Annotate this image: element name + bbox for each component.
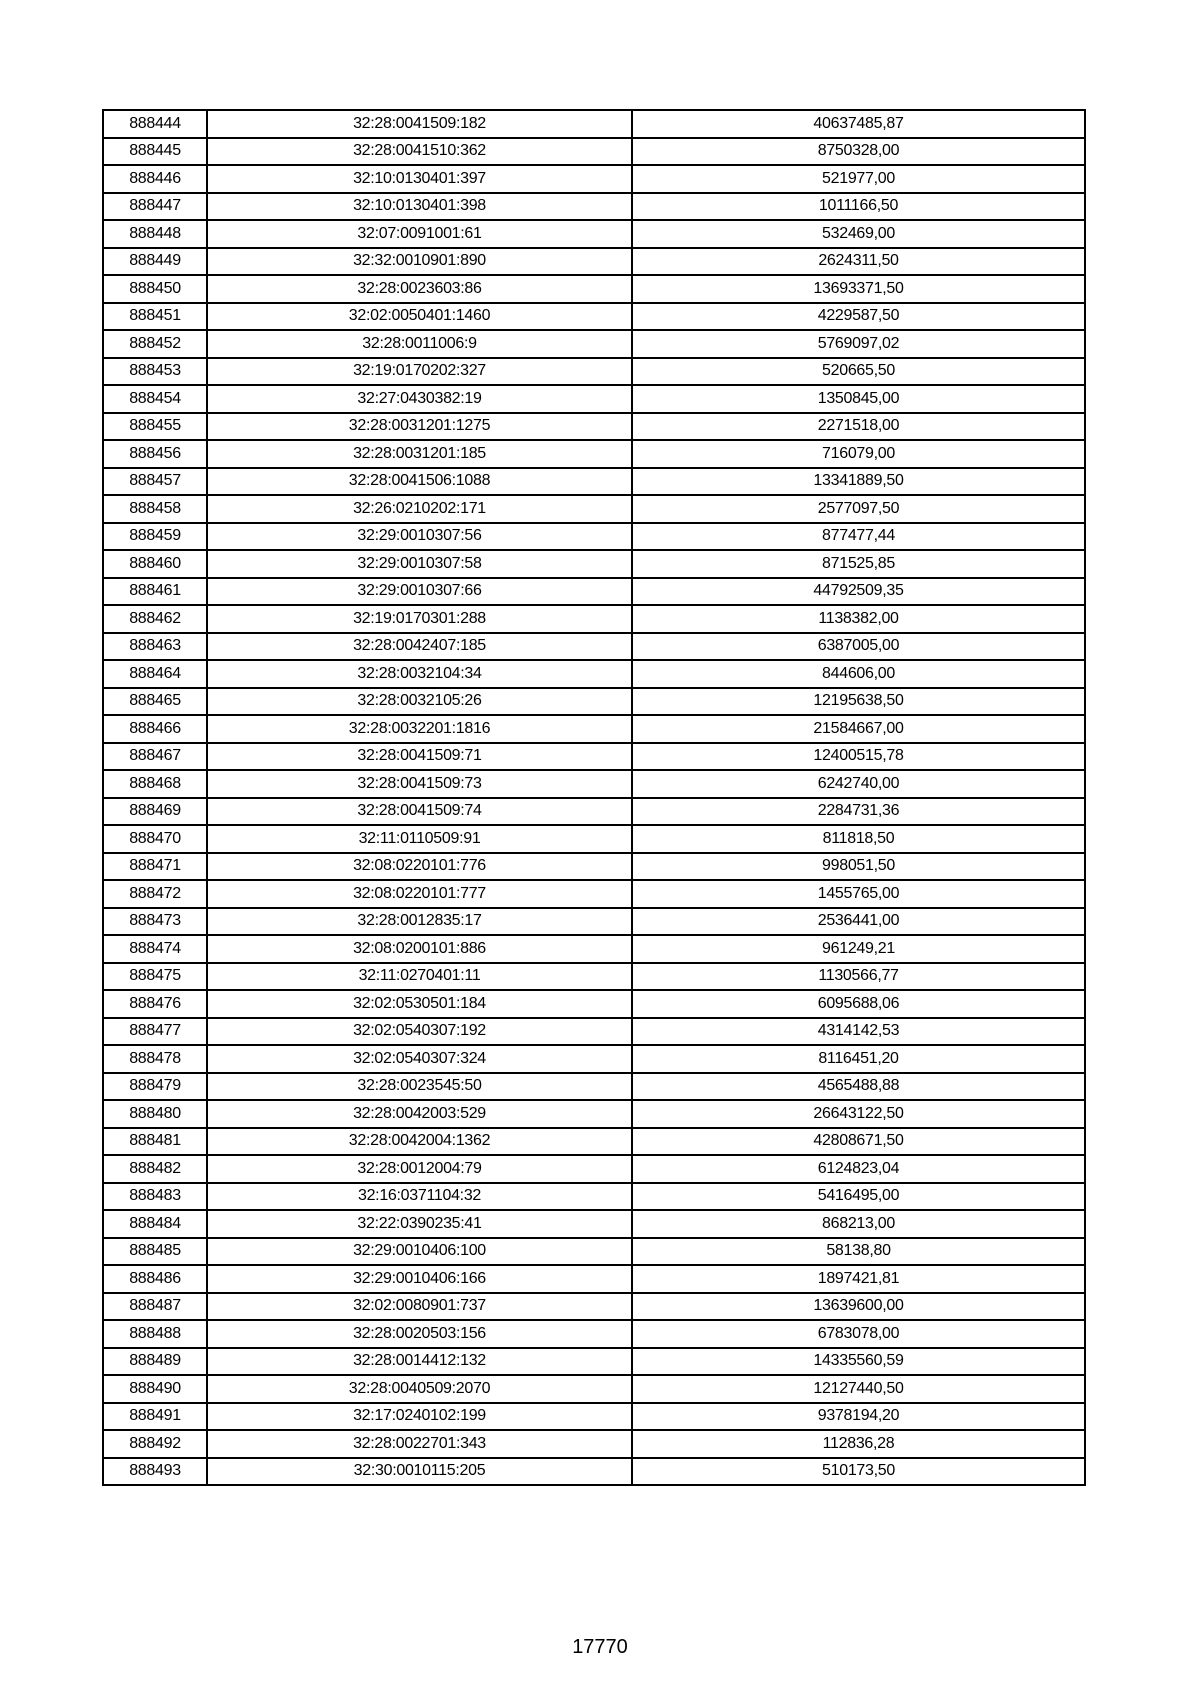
row-number-cell: 888459 [103, 523, 207, 551]
row-number-cell: 888492 [103, 1430, 207, 1458]
value-cell: 5769097,02 [632, 330, 1085, 358]
value-cell: 521977,00 [632, 165, 1085, 193]
value-cell: 58138,80 [632, 1238, 1085, 1266]
cadastral-number-cell: 32:28:0031201:185 [207, 440, 632, 468]
row-number-cell: 888456 [103, 440, 207, 468]
cadastral-number-cell: 32:28:0032201:1816 [207, 715, 632, 743]
table-row [103, 1073, 1085, 1101]
table-row [103, 715, 1085, 743]
row-number-cell: 888467 [103, 743, 207, 771]
row-number-cell: 888471 [103, 853, 207, 881]
cadastral-number-cell: 32:02:0080901:737 [207, 1293, 632, 1321]
table-row [103, 688, 1085, 716]
value-cell: 13693371,50 [632, 275, 1085, 303]
table-row [103, 413, 1085, 441]
row-number-cell: 888487 [103, 1293, 207, 1321]
cadastral-number-cell: 32:32:0010901:890 [207, 248, 632, 276]
table-row [103, 1265, 1085, 1293]
cadastral-number-cell: 32:28:0041509:74 [207, 798, 632, 826]
table-row [103, 1183, 1085, 1211]
table-row [103, 990, 1085, 1018]
table-row [103, 770, 1085, 798]
cadastral-number-cell: 32:28:0023545:50 [207, 1073, 632, 1101]
cadastral-number-cell: 32:28:0032105:26 [207, 688, 632, 716]
table-row [103, 908, 1085, 936]
value-cell: 26643122,50 [632, 1100, 1085, 1128]
value-cell: 520665,50 [632, 358, 1085, 386]
table-row [103, 743, 1085, 771]
table-row [103, 1210, 1085, 1238]
cadastral-number-cell: 32:02:0540307:192 [207, 1018, 632, 1046]
row-number-cell: 888458 [103, 495, 207, 523]
cadastral-number-cell: 32:28:0041509:71 [207, 743, 632, 771]
value-cell: 998051,50 [632, 853, 1085, 881]
row-number-cell: 888493 [103, 1458, 207, 1486]
value-cell: 6783078,00 [632, 1320, 1085, 1348]
value-cell: 4565488,88 [632, 1073, 1085, 1101]
row-number-cell: 888447 [103, 193, 207, 221]
row-number-cell: 888491 [103, 1403, 207, 1431]
value-cell: 1350845,00 [632, 385, 1085, 413]
row-number-cell: 888457 [103, 468, 207, 496]
table-row [103, 935, 1085, 963]
table-row [103, 1320, 1085, 1348]
row-number-cell: 888465 [103, 688, 207, 716]
value-cell: 6387005,00 [632, 633, 1085, 661]
table-row [103, 798, 1085, 826]
table-row [103, 1348, 1085, 1376]
row-number-cell: 888449 [103, 248, 207, 276]
cadastral-number-cell: 32:28:0011006:9 [207, 330, 632, 358]
table-row [103, 303, 1085, 331]
row-number-cell: 888450 [103, 275, 207, 303]
row-number-cell: 888462 [103, 605, 207, 633]
table-row [103, 220, 1085, 248]
row-number-cell: 888482 [103, 1155, 207, 1183]
row-number-cell: 888468 [103, 770, 207, 798]
row-number-cell: 888472 [103, 880, 207, 908]
cadastral-number-cell: 32:26:0210202:171 [207, 495, 632, 523]
value-cell: 8116451,20 [632, 1045, 1085, 1073]
value-cell: 2536441,00 [632, 908, 1085, 936]
cadastral-number-cell: 32:28:0041506:1088 [207, 468, 632, 496]
value-cell: 21584667,00 [632, 715, 1085, 743]
value-cell: 40637485,87 [632, 110, 1085, 138]
value-cell: 14335560,59 [632, 1348, 1085, 1376]
value-cell: 2271518,00 [632, 413, 1085, 441]
value-cell: 44792509,35 [632, 578, 1085, 606]
value-cell: 2624311,50 [632, 248, 1085, 276]
cadastral-number-cell: 32:02:0540307:324 [207, 1045, 632, 1073]
table-row [103, 1403, 1085, 1431]
value-cell: 877477,44 [632, 523, 1085, 551]
cadastral-number-cell: 32:28:0014412:132 [207, 1348, 632, 1376]
row-number-cell: 888483 [103, 1183, 207, 1211]
cadastral-number-cell: 32:19:0170202:327 [207, 358, 632, 386]
value-cell: 871525,85 [632, 550, 1085, 578]
page-number: 17770 [572, 1636, 628, 1658]
cadastral-number-cell: 32:29:0010307:58 [207, 550, 632, 578]
value-cell: 4314142,53 [632, 1018, 1085, 1046]
row-number-cell: 888451 [103, 303, 207, 331]
row-number-cell: 888452 [103, 330, 207, 358]
table-row [103, 880, 1085, 908]
cadastral-number-cell: 32:08:0200101:886 [207, 935, 632, 963]
value-cell: 13341889,50 [632, 468, 1085, 496]
table-row [103, 138, 1085, 166]
cadastral-number-cell: 32:22:0390235:41 [207, 1210, 632, 1238]
table-row [103, 1018, 1085, 1046]
cadastral-number-cell: 32:08:0220101:777 [207, 880, 632, 908]
row-number-cell: 888488 [103, 1320, 207, 1348]
value-cell: 6095688,06 [632, 990, 1085, 1018]
cadastral-number-cell: 32:28:0041509:182 [207, 110, 632, 138]
table-row [103, 193, 1085, 221]
cadastral-number-cell: 32:28:0042407:185 [207, 633, 632, 661]
table-row [103, 330, 1085, 358]
cadastral-number-cell: 32:28:0031201:1275 [207, 413, 632, 441]
cadastral-number-cell: 32:08:0220101:776 [207, 853, 632, 881]
value-cell: 811818,50 [632, 825, 1085, 853]
table-row [103, 825, 1085, 853]
row-number-cell: 888453 [103, 358, 207, 386]
value-cell: 510173,50 [632, 1458, 1085, 1486]
row-number-cell: 888461 [103, 578, 207, 606]
row-number-cell: 888484 [103, 1210, 207, 1238]
value-cell: 12195638,50 [632, 688, 1085, 716]
row-number-cell: 888480 [103, 1100, 207, 1128]
table-row [103, 440, 1085, 468]
table-row [103, 248, 1085, 276]
cadastral-number-cell: 32:28:0041510:362 [207, 138, 632, 166]
cadastral-number-cell: 32:29:0010307:56 [207, 523, 632, 551]
cadastral-number-cell: 32:02:0530501:184 [207, 990, 632, 1018]
row-number-cell: 888448 [103, 220, 207, 248]
data-table [102, 109, 1086, 1486]
row-number-cell: 888464 [103, 660, 207, 688]
row-number-cell: 888475 [103, 963, 207, 991]
table-row [103, 1045, 1085, 1073]
value-cell: 12127440,50 [632, 1375, 1085, 1403]
value-cell: 2284731,36 [632, 798, 1085, 826]
table-row [103, 660, 1085, 688]
row-number-cell: 888476 [103, 990, 207, 1018]
row-number-cell: 888478 [103, 1045, 207, 1073]
value-cell: 1011166,50 [632, 193, 1085, 221]
value-cell: 6242740,00 [632, 770, 1085, 798]
row-number-cell: 888473 [103, 908, 207, 936]
row-number-cell: 888455 [103, 413, 207, 441]
cadastral-number-cell: 32:11:0110509:91 [207, 825, 632, 853]
table-row [103, 358, 1085, 386]
table-row [103, 853, 1085, 881]
cadastral-number-cell: 32:29:0010406:166 [207, 1265, 632, 1293]
value-cell: 1138382,00 [632, 605, 1085, 633]
row-number-cell: 888489 [103, 1348, 207, 1376]
table-row [103, 550, 1085, 578]
cadastral-number-cell: 32:28:0040509:2070 [207, 1375, 632, 1403]
row-number-cell: 888470 [103, 825, 207, 853]
cadastral-number-cell: 32:30:0010115:205 [207, 1458, 632, 1486]
value-cell: 42808671,50 [632, 1128, 1085, 1156]
table-row [103, 385, 1085, 413]
cadastral-number-cell: 32:28:0042004:1362 [207, 1128, 632, 1156]
value-cell: 2577097,50 [632, 495, 1085, 523]
value-cell: 1897421,81 [632, 1265, 1085, 1293]
value-cell: 716079,00 [632, 440, 1085, 468]
row-number-cell: 888445 [103, 138, 207, 166]
row-number-cell: 888444 [103, 110, 207, 138]
row-number-cell: 888490 [103, 1375, 207, 1403]
cadastral-number-cell: 32:02:0050401:1460 [207, 303, 632, 331]
table-row [103, 1430, 1085, 1458]
cadastral-number-cell: 32:28:0032104:34 [207, 660, 632, 688]
table-body [103, 110, 1085, 1485]
value-cell: 6124823,04 [632, 1155, 1085, 1183]
table-row [103, 495, 1085, 523]
cadastral-number-cell: 32:27:0430382:19 [207, 385, 632, 413]
value-cell: 532469,00 [632, 220, 1085, 248]
row-number-cell: 888477 [103, 1018, 207, 1046]
table-row [103, 1458, 1085, 1486]
cadastral-number-cell: 32:28:0020503:156 [207, 1320, 632, 1348]
value-cell: 868213,00 [632, 1210, 1085, 1238]
table-row [103, 605, 1085, 633]
table-row [103, 1375, 1085, 1403]
value-cell: 961249,21 [632, 935, 1085, 963]
table-row [103, 468, 1085, 496]
table-row [103, 1128, 1085, 1156]
cadastral-number-cell: 32:17:0240102:199 [207, 1403, 632, 1431]
value-cell: 5416495,00 [632, 1183, 1085, 1211]
cadastral-number-cell: 32:28:0041509:73 [207, 770, 632, 798]
row-number-cell: 888486 [103, 1265, 207, 1293]
row-number-cell: 888485 [103, 1238, 207, 1266]
cadastral-number-cell: 32:10:0130401:397 [207, 165, 632, 193]
cadastral-number-cell: 32:28:0012835:17 [207, 908, 632, 936]
value-cell: 112836,28 [632, 1430, 1085, 1458]
cadastral-number-cell: 32:10:0130401:398 [207, 193, 632, 221]
value-cell: 1130566,77 [632, 963, 1085, 991]
value-cell: 13639600,00 [632, 1293, 1085, 1321]
value-cell: 844606,00 [632, 660, 1085, 688]
value-cell: 1455765,00 [632, 880, 1085, 908]
cadastral-number-cell: 32:28:0022701:343 [207, 1430, 632, 1458]
cadastral-number-cell: 32:16:0371104:32 [207, 1183, 632, 1211]
cadastral-number-cell: 32:28:0042003:529 [207, 1100, 632, 1128]
table-row [103, 165, 1085, 193]
row-number-cell: 888454 [103, 385, 207, 413]
table-row [103, 275, 1085, 303]
value-cell: 4229587,50 [632, 303, 1085, 331]
cadastral-number-cell: 32:11:0270401:11 [207, 963, 632, 991]
table-row [103, 578, 1085, 606]
cadastral-number-cell: 32:28:0012004:79 [207, 1155, 632, 1183]
cadastral-number-cell: 32:29:0010406:100 [207, 1238, 632, 1266]
table-row [103, 1100, 1085, 1128]
row-number-cell: 888481 [103, 1128, 207, 1156]
value-cell: 8750328,00 [632, 138, 1085, 166]
cadastral-number-cell: 32:19:0170301:288 [207, 605, 632, 633]
table-row [103, 1293, 1085, 1321]
cadastral-number-cell: 32:29:0010307:66 [207, 578, 632, 606]
table-row [103, 1238, 1085, 1266]
value-cell: 12400515,78 [632, 743, 1085, 771]
row-number-cell: 888474 [103, 935, 207, 963]
row-number-cell: 888479 [103, 1073, 207, 1101]
table-row [103, 963, 1085, 991]
value-cell: 9378194,20 [632, 1403, 1085, 1431]
table-row [103, 1155, 1085, 1183]
row-number-cell: 888446 [103, 165, 207, 193]
table-row [103, 633, 1085, 661]
table-row [103, 110, 1085, 138]
row-number-cell: 888469 [103, 798, 207, 826]
row-number-cell: 888466 [103, 715, 207, 743]
cadastral-number-cell: 32:28:0023603:86 [207, 275, 632, 303]
cadastral-number-cell: 32:07:0091001:61 [207, 220, 632, 248]
table-row [103, 523, 1085, 551]
row-number-cell: 888460 [103, 550, 207, 578]
row-number-cell: 888463 [103, 633, 207, 661]
